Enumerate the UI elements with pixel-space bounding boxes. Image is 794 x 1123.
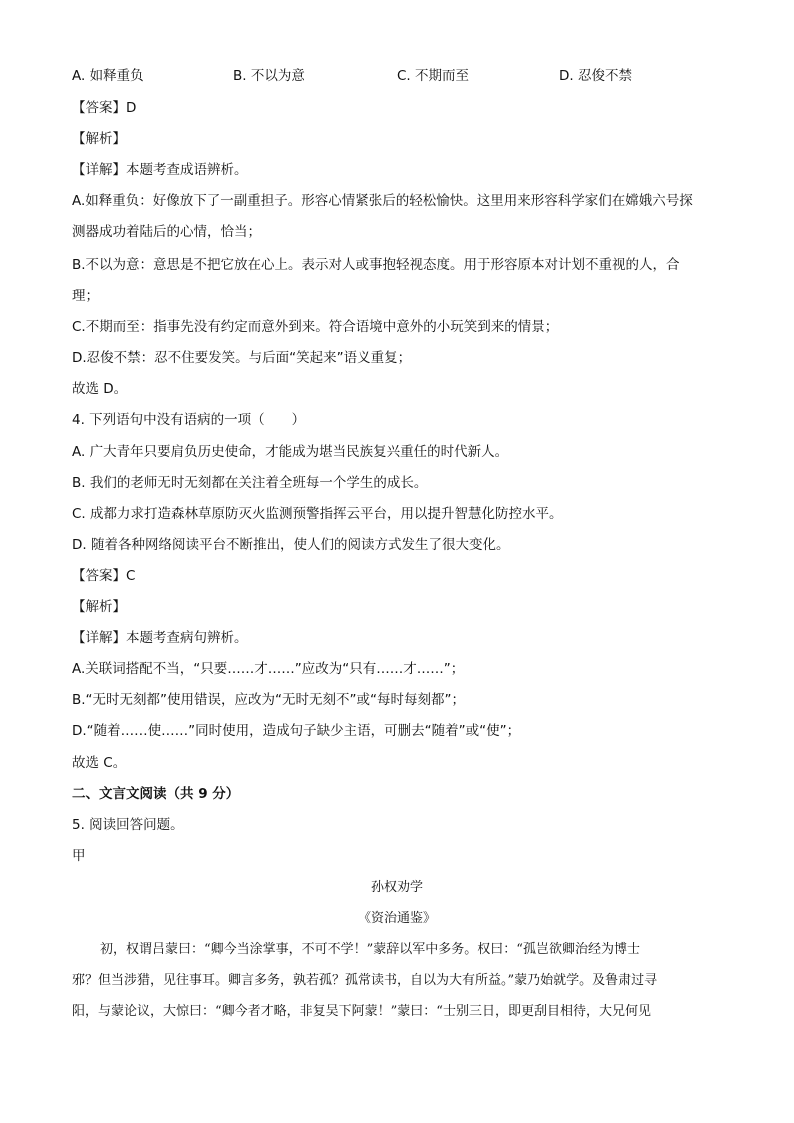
q3-explain-a-line2: 测器成功着陆后的心情，恰当；: [72, 224, 261, 240]
q3-option-b: B. 不以为意: [233, 68, 305, 84]
passage-title: 孙权劝学: [370, 880, 423, 895]
q3-answer: 【答案】D: [72, 100, 137, 116]
q4-option-d: D. 随着各种网络阅读平台不断推出，使人们的阅读方式发生了很大变化。: [72, 537, 510, 553]
q3-explain-b-line1: B.不以为意：意思是不把它放在心上。表示对人或事抱轻视态度。用于形容原本对计划不重视的人，合: [72, 257, 680, 273]
q4-explain-d: D.“随着……使……”同时使用，造成句子缺少主语，可删去“随着”或“使”；: [72, 723, 521, 739]
q4-explain-b: B.“无时无刻都”使用错误，应改为“无时无刻不”或“每时每刻都”；: [72, 692, 466, 708]
q4-option-b: B. 我们的老师无时无刻都在关注着全班每一个学生的成长。: [72, 475, 428, 491]
q4-analysis-label: 【解析】: [72, 599, 126, 615]
q4-answer: 【答案】C: [72, 568, 136, 584]
q3-analysis-label: 【解析】: [72, 131, 126, 147]
section-heading: 二、文言文阅读（共 9 分）: [72, 786, 240, 802]
q4-option-c: C. 成都力求打造森林草原防灭火监测预警指挥云平台，用以提升智慧化防控水平。: [72, 506, 563, 522]
q4-detail-label: 【详解】本题考查病句辨析。: [72, 630, 248, 646]
q3-detail-label: 【详解】本题考查成语辨析。: [72, 162, 248, 178]
q3-option-a: A. 如释重负: [72, 68, 144, 84]
q4-explain-a: A.关联词搭配不当，“只要……才……”应改为“只有……才……”；: [72, 661, 465, 677]
passage-jia-label: 甲: [72, 848, 86, 864]
q4-stem: 4. 下列语句中没有语病的一项（ ）: [72, 412, 306, 428]
q3-explain-d: D.忍俊不禁：忍不住要发笑。与后面“笑起来”语义重复；: [72, 350, 412, 366]
q3-explain-a-line1: A.如释重负：好像放下了一副重担子。形容心情紧张后的轻松愉快。这里用来形容科学家们在嫦娥六号探: [72, 193, 693, 209]
passage-line-1: 初，权谓吕蒙曰：“卿今当涂掌事，不可不学！”蒙辞以军中多务。权曰：“孤岂欲卿治经为博士: [100, 942, 640, 957]
q4-conclusion: 故选 C。: [72, 755, 127, 771]
q3-option-d: D. 忍俊不禁: [559, 68, 632, 84]
q3-explain-b-line2: 理；: [72, 288, 99, 304]
passage-line-3: 阳，与蒙论议，大惊曰：“卿今者才略，非复吴下阿蒙！”蒙曰：“士别三日，即更刮目相待，大兄何见: [72, 1004, 651, 1019]
passage-source: 《资治通鉴》: [357, 911, 436, 926]
q3-conclusion: 故选 D。: [72, 381, 128, 397]
q3-explain-c: C.不期而至：指事先没有约定而意外到来。符合语境中意外的小玩笑到来的情景；: [72, 319, 559, 335]
q3-option-c: C. 不期而至: [397, 68, 470, 84]
q5-stem: 5. 阅读回答问题。: [72, 817, 184, 833]
q4-option-a: A. 广大青年只要肩负历史使命，才能成为堪当民族复兴重任的时代新人。: [72, 444, 509, 460]
passage-line-2: 邪？但当涉猎，见往事耳。卿言多务，孰若孤？孤常读书，自以为大有所益。”蒙乃始就学。及鲁肃过寻: [72, 973, 658, 988]
